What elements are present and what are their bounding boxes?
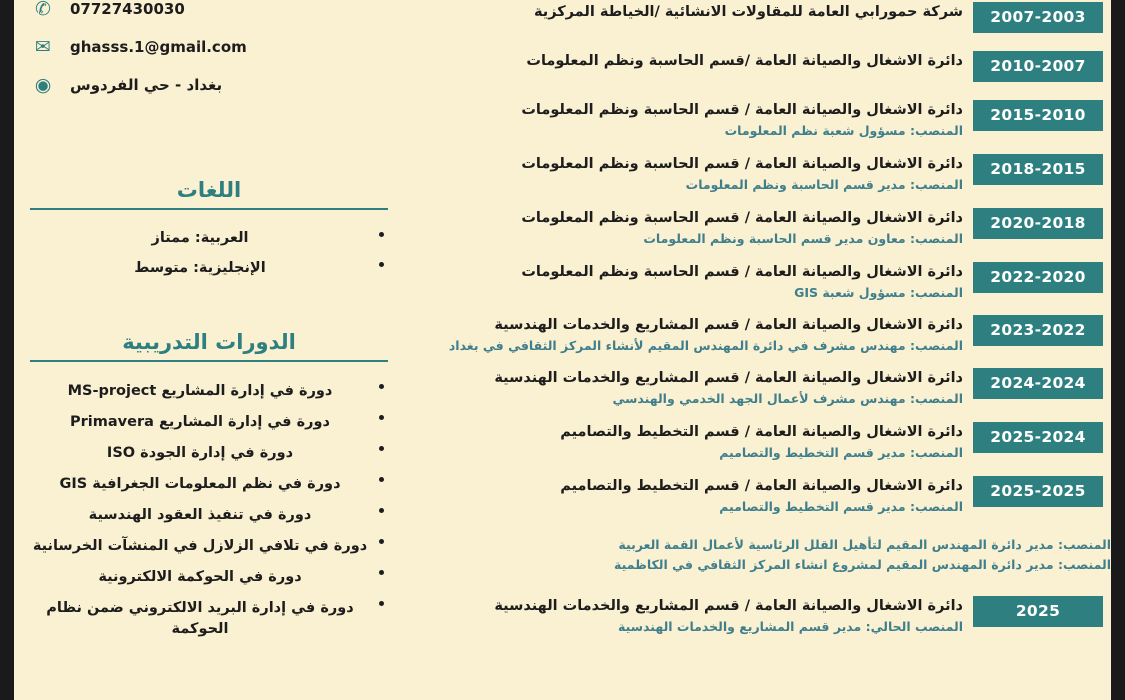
bullet-icon xyxy=(379,446,384,451)
timeline-date-badge: 2025-2024 xyxy=(973,422,1103,453)
timeline-row xyxy=(411,422,1111,461)
list-item xyxy=(30,500,370,531)
timeline-title: دائرة الاشغال والصيانة العامة / قسم المشاريع والخدمات الهندسية xyxy=(494,317,963,333)
timeline-entry xyxy=(411,262,963,301)
bullet-icon xyxy=(379,384,384,389)
location-icon: ◉ xyxy=(34,73,52,96)
language-label: الإنجليزية: متوسط xyxy=(134,259,266,276)
bullet-icon xyxy=(379,539,384,544)
languages-list xyxy=(30,224,388,284)
list-item xyxy=(30,562,370,593)
experience-timeline xyxy=(411,0,1111,700)
list-item xyxy=(30,438,370,469)
timeline-subtitle: المنصب: مدير قسم التخطيط والتصاميم xyxy=(719,444,963,460)
timeline-note: المنصب: مدير دائرة المهندس المقيم لمشروع انشاء المركز الثقافي في الكاظمية xyxy=(614,557,1111,572)
course-label: دورة في إدارة الجودة ISO xyxy=(106,445,294,462)
timeline-entry xyxy=(411,422,963,461)
courses-divider xyxy=(30,360,388,362)
courses-list xyxy=(30,376,388,645)
contact-email xyxy=(30,30,388,64)
timeline-title: دائرة الاشغال والصيانة العامة / قسم التخطيط والتصاميم xyxy=(560,478,963,494)
timeline-date-badge: 2010-2007 xyxy=(973,51,1103,82)
timeline-title: دائرة الاشغال والصيانة العامة / قسم الحاسبة ونظم المعلومات xyxy=(521,210,963,226)
bullet-icon xyxy=(379,477,384,482)
timeline-date-badge: 2025 xyxy=(973,596,1103,627)
list-item xyxy=(30,224,370,254)
list-item xyxy=(30,376,370,407)
timeline-date-badge: 2007-2003 xyxy=(973,2,1103,33)
timeline-title: دائرة الاشغال والصيانة العامة / قسم المشاريع والخدمات الهندسية xyxy=(494,598,963,614)
timeline-title: دائرة الاشغال والصيانة العامة / قسم التخطيط والتصاميم xyxy=(560,424,963,440)
bullet-icon xyxy=(379,601,384,606)
languages-divider xyxy=(30,208,388,210)
course-label: دورة في تلافي الزلازل في المنشآت الخرسانية xyxy=(32,538,368,555)
timeline-subtitle: المنصب: مهندس مشرف في دائرة المهندس المقيم لأنشاء المركز الثقافي في بغداد xyxy=(448,337,963,353)
timeline-title: دائرة الاشغال والصيانة العامة / قسم الحاسبة ونظم المعلومات xyxy=(521,156,963,172)
timeline-date-badge: 2018-2015 xyxy=(973,154,1103,185)
phone-icon: ✆ xyxy=(35,0,51,20)
list-item xyxy=(30,254,370,284)
bullet-icon xyxy=(379,232,384,237)
timeline-title: دائرة الاشغال والصيانة العامة / قسم الحاسبة ونظم المعلومات xyxy=(521,102,963,118)
timeline-date-badge: 2015-2010 xyxy=(973,100,1103,131)
timeline-subtitle: المنصب: معاون مدير قسم الحاسبة ونظم المعلومات xyxy=(643,230,963,246)
timeline-note: المنصب: مدير دائرة المهندس المقيم لتأهيل القلل الرئاسية لأعمال القمة العربية xyxy=(618,537,1111,552)
sidebar xyxy=(14,0,404,700)
contact-email-value: ghasss.1@gmail.com xyxy=(70,38,247,56)
timeline-subtitle: المنصب: مهندس مشرف لأعمال الجهد الخدمي والهندسي xyxy=(612,390,963,406)
list-item xyxy=(30,469,370,500)
timeline-subtitle: المنصب الحالي: مدير قسم المشاريع والخدمات الهندسية xyxy=(618,618,963,634)
timeline-entry xyxy=(411,51,963,73)
contact-address-value: بغداد - حي الفردوس xyxy=(70,76,223,94)
course-label: دورة في إدارة المشاريع Primavera xyxy=(70,414,330,431)
timeline-row xyxy=(411,154,1111,193)
bullet-icon xyxy=(379,415,384,420)
timeline-row xyxy=(411,100,1111,139)
timeline-row xyxy=(411,596,1111,635)
timeline-entry xyxy=(411,154,963,193)
timeline-entry xyxy=(411,208,963,247)
timeline-date-badge: 2024-2024 xyxy=(973,368,1103,399)
languages-heading: اللغات xyxy=(176,178,242,202)
timeline-subtitle: المنصب: مسؤول شعبة نظم المعلومات xyxy=(724,122,963,138)
timeline-row xyxy=(411,208,1111,247)
timeline-date-badge: 2025-2025 xyxy=(973,476,1103,507)
timeline-row xyxy=(411,262,1111,301)
courses-heading: الدورات التدريبية xyxy=(122,330,296,354)
email-icon: ✉ xyxy=(35,35,51,58)
timeline-entry xyxy=(411,2,963,24)
timeline-title: دائرة الاشغال والصيانة العامة / قسم المشاريع والخدمات الهندسية xyxy=(494,370,963,386)
list-item xyxy=(30,407,370,438)
timeline-entry xyxy=(411,596,963,635)
timeline-row xyxy=(411,315,1111,354)
timeline-title: شركة حمورابي العامة للمقاولات الانشائية /الخياطة المركزية xyxy=(533,4,963,20)
contact-address xyxy=(30,68,388,102)
timeline-subtitle: المنصب: مسؤول شعبة GIS xyxy=(794,284,963,300)
bullet-icon xyxy=(379,570,384,575)
timeline-entry xyxy=(411,476,963,515)
timeline-date-badge: 2020-2018 xyxy=(973,208,1103,239)
timeline-title: دائرة الاشغال والصيانة العامة / قسم الحاسبة ونظم المعلومات xyxy=(521,264,963,280)
section-courses xyxy=(30,330,388,645)
bullet-icon xyxy=(379,262,384,267)
contact-phone xyxy=(30,0,388,26)
contact-phone-value: 07727430030 xyxy=(70,0,185,18)
list-item xyxy=(30,531,370,562)
course-label: دورة في إدارة البريد الالكتروني ضمن نظام الحوكمة xyxy=(46,600,354,638)
timeline-row xyxy=(411,2,1111,33)
section-languages xyxy=(30,178,388,284)
contact-list xyxy=(30,0,388,106)
bullet-icon xyxy=(379,508,384,513)
timeline-row xyxy=(411,476,1111,515)
language-label: العربية: ممتاز xyxy=(151,230,249,246)
timeline-title: دائرة الاشغال والصيانة العامة /قسم الحاسبة ونظم المعلومات xyxy=(526,53,963,69)
timeline-entry xyxy=(411,368,963,407)
resume-page xyxy=(14,0,1111,700)
course-label: دورة في الحوكمة الالكترونية xyxy=(98,569,302,586)
course-label: دورة في نظم المعلومات الجغرافية GIS xyxy=(59,476,341,493)
timeline-date-badge: 2023-2022 xyxy=(973,315,1103,346)
timeline-entry xyxy=(411,315,963,354)
timeline-date-badge: 2022-2020 xyxy=(973,262,1103,293)
timeline-row xyxy=(411,51,1111,82)
timeline-subtitle: المنصب: مدير قسم الحاسبة ونظم المعلومات xyxy=(685,176,963,192)
course-label: دورة في إدارة المشاريع MS-project xyxy=(67,383,333,399)
list-item xyxy=(30,593,370,645)
course-label: دورة في تنفيذ العقود الهندسية xyxy=(88,507,312,524)
timeline-entry xyxy=(411,100,963,139)
timeline-row xyxy=(411,368,1111,407)
timeline-subtitle: المنصب: مدير قسم التخطيط والتصاميم xyxy=(719,498,963,514)
